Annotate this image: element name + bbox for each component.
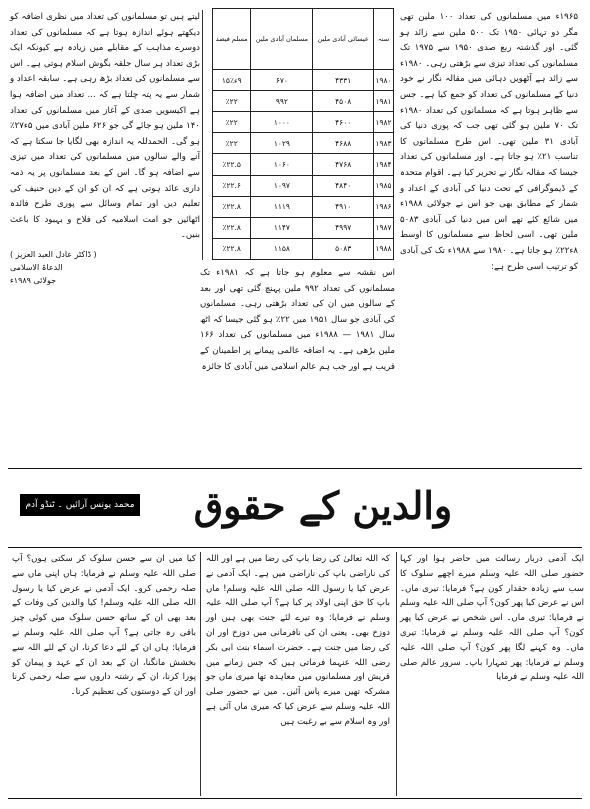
headline-title: والدین کے حقوق xyxy=(193,483,453,528)
author-byline: محمد یونس آرائیں ۔ ٹنڈو آدم xyxy=(20,494,140,516)
table-row xyxy=(213,133,394,154)
table-cell: ۱۹۸۴ xyxy=(374,154,394,175)
table-cell: ۱۹۸۵ xyxy=(374,175,394,196)
table-cell: ۱۹۸۶ xyxy=(374,196,394,217)
table-cell: ۴۶۰۰ xyxy=(313,112,374,133)
table-row xyxy=(213,217,394,238)
section-divider xyxy=(8,547,582,548)
signature-date: جولائی ۱۹۸۹ء xyxy=(10,275,57,285)
article-paragraph: ایک آدمی دربار رسالت میں حاضر ہوا اور کہا حضور صلی اللہ علیہ وسلم میرے اچھے سلوک کا سب سے زیادہ حقدار کون ہے؟ فرمایا: تیری ماں۔ اس نے عرض کیا پھر کون؟ آپ صلی اللہ علیہ وسلم نے فرمایا: تیری ماں۔ اس شخص نے عرض کیا پھر کون؟ آپ صلی اللہ علیہ وسلم نے فرمایا: تیری ماں۔ وہ کہنے لگا پھر کون؟ آپ صلی اللہ علیہ وسلم نے فرمایا: پھر تمہارا باپ۔ سرور عالم صلی اللہ علیہ وسلم نے فرمایا xyxy=(400,554,584,683)
signature-author: ( ڈاکٹر عادل العبد العزیز ) xyxy=(10,249,97,259)
footer-rule xyxy=(8,798,582,799)
table-cell: ۴۳۳۱ xyxy=(313,70,374,91)
article-paragraph: ۱۹۶۵ء میں مسلمانوں کی تعداد ۱۰۰ ملین تھی مگر دو تہائی ۱۹۵۰ تک ۵۰۰ ملین سے زائد ہو گئی۔ اور گذشتہ ربع صدی ۱۹۵۰ سے ۱۹۷۵ تک مسلمانوں کی تعداد تیزی سے بڑھتی رہی۔ ۱۹۸۰ء سے زائد ہے آٹھویں دہائی میں مقالہ نگار نے خود دنیا کے مسلمانوں کی تعداد کو جمع کیا ہے۔ جس سے ظاہر ہوتا ہے کہ مسلمانوں کی تعداد ۱۹۸۰ء تک ۷۰ ملین ہو گئی تھی جب کہ پوری دنیا کی آبادی ۳۱ ملین تھی۔ اس طرح مسلمانوں کا تناسب ۲۱٪ ہو جاتا ہے۔ اور مسلمانوں کی تعداد جیسا کہ مقالہ نگار نے تحریر کیا ہے۔ اقوام متحدہ کے ڈیموگرافی کے تحت دنیا کی آبادی کے اعداد و شمار کے مطابق بھی جو اس نے جولائی ۱۹۸۸ء میں شائع کئے تھے اس میں دنیا کی آبادی ۵۰۸۳ ملین تھی۔ اسی لحاظ سے مسلمانوں کا اوسط ۸ء۲۲٪ ہو جاتا ہے۔ ۱۹۸۰ سے ۱۹۸۸ء تک کی آبادی کو ترتیب اسی طرح ہے: xyxy=(400,12,578,272)
table-row xyxy=(213,196,394,217)
table-cell: ٪۲۲.۸ xyxy=(213,196,251,217)
column-divider xyxy=(396,552,397,796)
table-cell: ٪۲۲.۸ xyxy=(213,217,251,238)
table-cell: ٪۲۲ xyxy=(213,91,251,112)
table-cell: ۱۹۸۲ xyxy=(374,112,394,133)
table-cell: ۱۱۵۸ xyxy=(251,238,313,259)
table-header-percent: مسلم فیصد xyxy=(213,9,251,70)
article-paragraph: کہ اللہ تعالیٰ کی رضا باپ کی رضا میں ہے اور اللہ کی ناراضی باپ کی ناراضی میں ہے۔ ایک آدمی نے عرض کیا یا رسول اللہ صلی اللہ علیہ وسلم! ماں باپ کا حق اپنی اولاد پر کیا ہے؟ آپ صلی اللہ علیہ وسلم نے فرمایا: وہ تیرے لئے جنت بھی ہیں اور دوزخ بھی۔ یعنی ان کی نافرمانی میں دوزخ اور ان کی رضا میں جنت ہے۔ حضرت اسماء بنت ابی بکر رضی اللہ عنہما فرماتی ہیں کہ جس زمانے میں قریش اور مسلمانوں میں معاہدہ تھا میری ماں جو مشرکہ تھیں میرے پاس آئیں۔ میں نے حضور صلی اللہ علیہ وسلم سے عرض کیا کہ میری ماں آئی ہے اور وہ اسلام سے بے رغبت ہیں xyxy=(206,554,390,727)
table-cell: ۱۹۸۰ xyxy=(374,70,394,91)
headline-section xyxy=(8,474,582,544)
article-paragraph: اس نقشہ سے معلوم ہو جاتا ہے کہ ۱۹۸۱ء تک مسلمانوں کی تعداد ۹۹۲ ملین پہنچ گئی تھی اور بعد کے سالوں میں ان کی تعداد بڑھتی رہی۔ مسلمانوں کی آبادی جو سال ۱۹۵۱ میں ۲۲٪ ہو گئی جیسا کہ اٹھ سال ۱۹۸۱ — ۱۹۸۸ء میں مسلمانوں کی تعداد ۱۶۶ ملین بڑھی ہے۔ یہ اضافہ عالمی پیمانے پر اطمینان کے قریب ہے اور جب ہم عالم اسلامی میں آبادی کا جائزہ xyxy=(200,268,396,372)
table-cell: ۴۹۱۰ xyxy=(313,196,374,217)
table-row xyxy=(213,238,394,259)
column-divider xyxy=(202,10,203,260)
bottom-column-middle xyxy=(206,552,390,730)
table-header-world: عیسائی آبادی ملین xyxy=(313,9,374,70)
table-cell: ۹۹۲ xyxy=(251,91,313,112)
column-divider xyxy=(200,552,201,796)
table-cell: ۱۰۲۹ xyxy=(251,133,313,154)
signature-block xyxy=(10,248,200,287)
table-cell: ۴۷۶۸ xyxy=(313,154,374,175)
table-cell: ۱۰۹۷ xyxy=(251,175,313,196)
table-cell: ۱۰۰۰ xyxy=(251,112,313,133)
bottom-column-left xyxy=(12,552,196,700)
table-cell: ۱۹۸۱ xyxy=(374,91,394,112)
table-cell: ۱۱۱۹ xyxy=(251,196,313,217)
table-cell: ۱۹۸۷ xyxy=(374,217,394,238)
table-cell: ٪۲۲ xyxy=(213,133,251,154)
table-cell: ۶۷۰ xyxy=(251,70,313,91)
table-row xyxy=(213,112,394,133)
table-header-muslim: مسلمان آبادی ملین xyxy=(251,9,313,70)
table-cell: ۴۶۸۸ xyxy=(313,133,374,154)
article-column-right xyxy=(400,10,578,275)
table-cell: ۱۱۴۷ xyxy=(251,217,313,238)
table-cell: ٪۲۲.۶ xyxy=(213,175,251,196)
article-paragraph: کیا میں ان سے حسن سلوک کر سکتی ہوں؟ آپ صلی اللہ علیہ وسلم نے فرمایا: ہاں اپنی ماں سے صلہ رحمی کرو۔ ایک آدمی نے عرض کیا یا رسول اللہ صلی اللہ علیہ وسلم! کیا والدین کی وفات کے بعد بھی ان کے ساتھ حسن سلوک میں کوئی چیز باقی رہ جاتی ہے؟ آپ صلی اللہ علیہ وسلم نے فرمایا: ہاں ان کے لئے دعا کرنا، ان کے لئے اللہ سے بخشش مانگنا، ان کے بعد ان کے عہد و پیمان کو پورا کرنا، ان کے رشتہ داروں سے صلہ رحمی کرنا اور ان کے دوستوں کی تعظیم کرنا۔ xyxy=(12,554,196,698)
article-column-left xyxy=(10,10,200,287)
table-cell: ٪۲۲.۸ xyxy=(213,238,251,259)
table-cell: ۵۰۸۳ xyxy=(313,238,374,259)
article-paragraph: لیتے ہیں تو مسلمانوں کی تعداد میں نظری اضافہ کو دیکھتے ہوئے اندازہ ہوتا ہے کہ مسلمانوں کی تعداد دوسرے مذاہب کے مقابلے میں زیادہ ہے کیونکہ ایک بڑی تعداد ہر سال حلقہ بگوش اسلام ہوتی ہے۔ اس سے مسلمانوں کی تعداد بڑھ رہی ہے۔ سابقہ اعداد و شمار سے یہ پتہ چلتا ہے کہ ... تعداد میں اضافہ ہوا ہے اکیسویں صدی کے آغاز میں مسلمانوں کی تعداد ۱۴۰ ملین ہو جائے گی جو ۶۲۶ ملین آبادی میں ۵ء۲۷٪ ہو گی۔ الحمدللہ یہ اندازہ بھی لگایا جا سکتا ہے کہ آنے والے سالوں میں مسلمانوں کی تعداد میں تیزی سے اضافہ ہو گا۔ اس کے بعد مسلمانوں پر یہ ذمہ داری عائد ہوتی ہے کہ ان کو ان کے دین حنیف کی تعلیم دیں اور تمام وسائل سے پوری طرح فائدہ اٹھائیں جو امت اسلامیہ کی فلاح و بہبود کا باعث بنیں۔ xyxy=(10,12,201,241)
table-cell: ۹ء٪۱۵ xyxy=(213,70,251,91)
table-cell: ۴۹۹۷ xyxy=(313,217,374,238)
table-cell: ۱۹۸۸ xyxy=(374,238,394,259)
table-cell: ۴۸۴۰ xyxy=(313,175,374,196)
table-cell: ٪۲۲.۵ xyxy=(213,154,251,175)
bottom-column-right xyxy=(400,552,584,685)
table-cell: ۱۰۶۰ xyxy=(251,154,313,175)
table-header-year: سنہ xyxy=(374,9,394,70)
table-header-row xyxy=(213,9,394,70)
statistics-table xyxy=(212,8,394,260)
table-row xyxy=(213,175,394,196)
article-column-middle xyxy=(200,266,395,375)
table-row xyxy=(213,91,394,112)
table-cell: ٪۲۲ xyxy=(213,112,251,133)
table-row xyxy=(213,154,394,175)
table-cell: ۱۹۸۳ xyxy=(374,133,394,154)
section-divider xyxy=(8,468,582,469)
table-row xyxy=(213,70,394,91)
signature-source: الدعاۃ الاسلامی xyxy=(10,262,63,272)
population-table xyxy=(212,8,394,260)
table-cell: ۴۵۰۸ xyxy=(313,91,374,112)
